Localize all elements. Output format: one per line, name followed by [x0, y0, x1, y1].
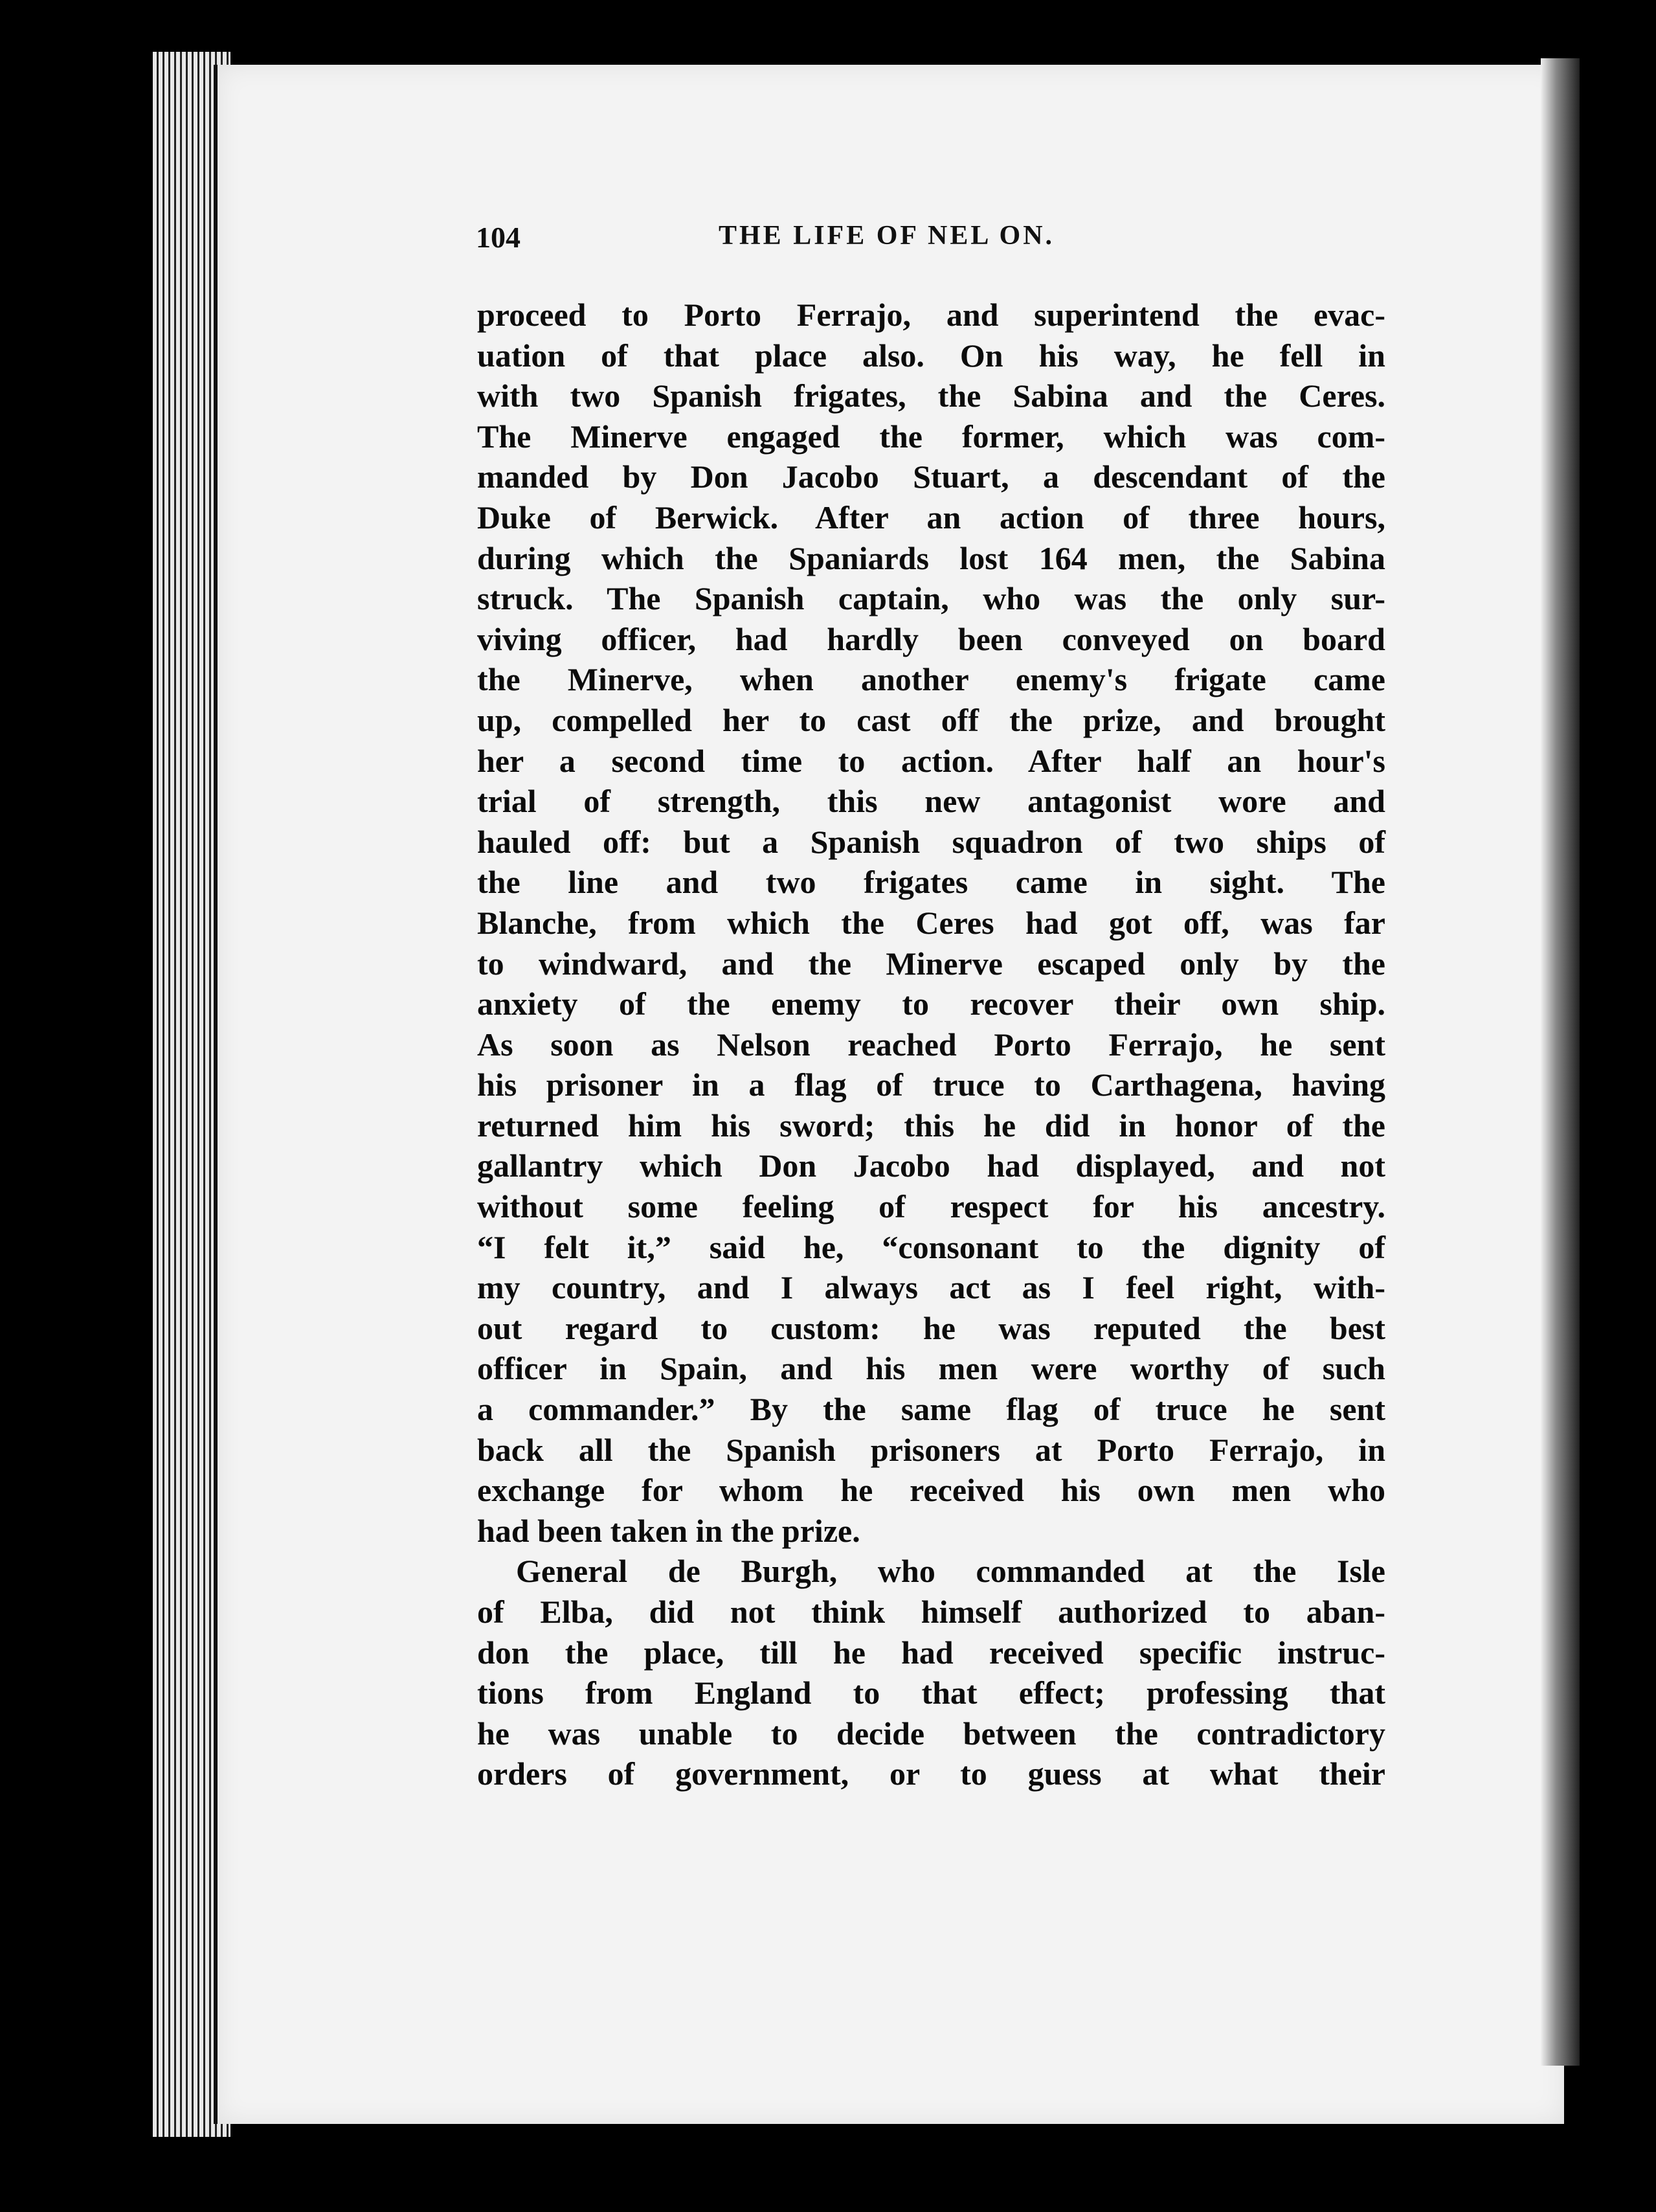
- text-line: don the place, till he had received specific instruc-: [477, 1634, 1385, 1671]
- text-line: anxiety of the enemy to recover their own ship.: [477, 986, 1385, 1022]
- text-line: with two Spanish frigates, the Sabina and the Ceres.: [477, 378, 1385, 414]
- text-line: As soon as Nelson reached Porto Ferrajo, he sent: [477, 1026, 1385, 1063]
- text-line: tions from England to that effect; professing that: [477, 1675, 1385, 1711]
- text-line: proceed to Porto Ferrajo, and superintend the evac-: [477, 297, 1385, 333]
- text-line: orders of government, or to guess at what their: [477, 1755, 1385, 1792]
- running-head: [476, 220, 1143, 259]
- text-line: Duke of Berwick. After an action of three hours,: [477, 499, 1385, 536]
- text-line: trial of strength, this new antagonist wore and: [477, 783, 1385, 820]
- text-line: out regard to custom: he was reputed the best: [477, 1309, 1385, 1346]
- text-line: General de Burgh, who commanded at the Isle: [516, 1553, 1385, 1590]
- text-line: he was unable to decide between the contradictory: [477, 1715, 1385, 1752]
- text-line: a commander.” By the same flag of truce he sent: [477, 1391, 1385, 1428]
- text-line: back all the Spanish prisoners at Porto Ferrajo, in: [477, 1431, 1385, 1468]
- running-title: THE LIFE OF NEL ON.: [719, 221, 1055, 251]
- text-line: exchange for whom he received his own men who: [477, 1472, 1385, 1509]
- page-number: 104: [476, 221, 520, 254]
- text-line: uation of that place also. On his way, he fell in: [477, 337, 1385, 374]
- text-line: “I felt it,” said he, “consonant to the dignity of: [477, 1228, 1385, 1265]
- text-line: Blanche, from which the Ceres had got off, was far: [477, 904, 1385, 941]
- text-line: my country, and I always act as I feel right, with-: [477, 1269, 1385, 1306]
- text-line: up, compelled her to cast off the prize, and brought: [477, 701, 1385, 738]
- text-line: without some feeling of respect for his ancestry.: [477, 1188, 1385, 1225]
- text-line: the line and two frigates came in sight. The: [477, 864, 1385, 901]
- text-line: officer in Spain, and his men were worthy of such: [477, 1350, 1385, 1387]
- text-line: his prisoner in a flag of truce to Carthagena, having: [477, 1066, 1385, 1103]
- text-line: the Minerve, when another enemy's frigate came: [477, 661, 1385, 698]
- text-line: viving officer, had hardly been conveyed on board: [477, 620, 1385, 657]
- body-text: [477, 295, 1385, 1794]
- text-line: manded by Don Jacobo Stuart, a descendant of the: [477, 458, 1385, 495]
- text-line: gallantry which Don Jacobo had displayed, and not: [477, 1147, 1385, 1184]
- text-line: hauled off: but a Spanish squadron of two ships of: [477, 823, 1385, 860]
- text-line: had been taken in the prize.: [477, 1512, 860, 1549]
- book-spine-shadow: [1541, 58, 1580, 2066]
- text-line: The Minerve engaged the former, which was com-: [477, 418, 1385, 455]
- text-line: returned him his sword; this he did in honor of the: [477, 1107, 1385, 1144]
- text-line: her a second time to action. After half an hour's: [477, 742, 1385, 779]
- text-line: during which the Spaniards lost 164 men, the Sabina: [477, 539, 1385, 576]
- text-line: struck. The Spanish captain, who was the only sur-: [477, 580, 1385, 617]
- text-line: to windward, and the Minerve escaped only by the: [477, 945, 1385, 982]
- text-line: of Elba, did not think himself authorized to aban-: [477, 1594, 1385, 1630]
